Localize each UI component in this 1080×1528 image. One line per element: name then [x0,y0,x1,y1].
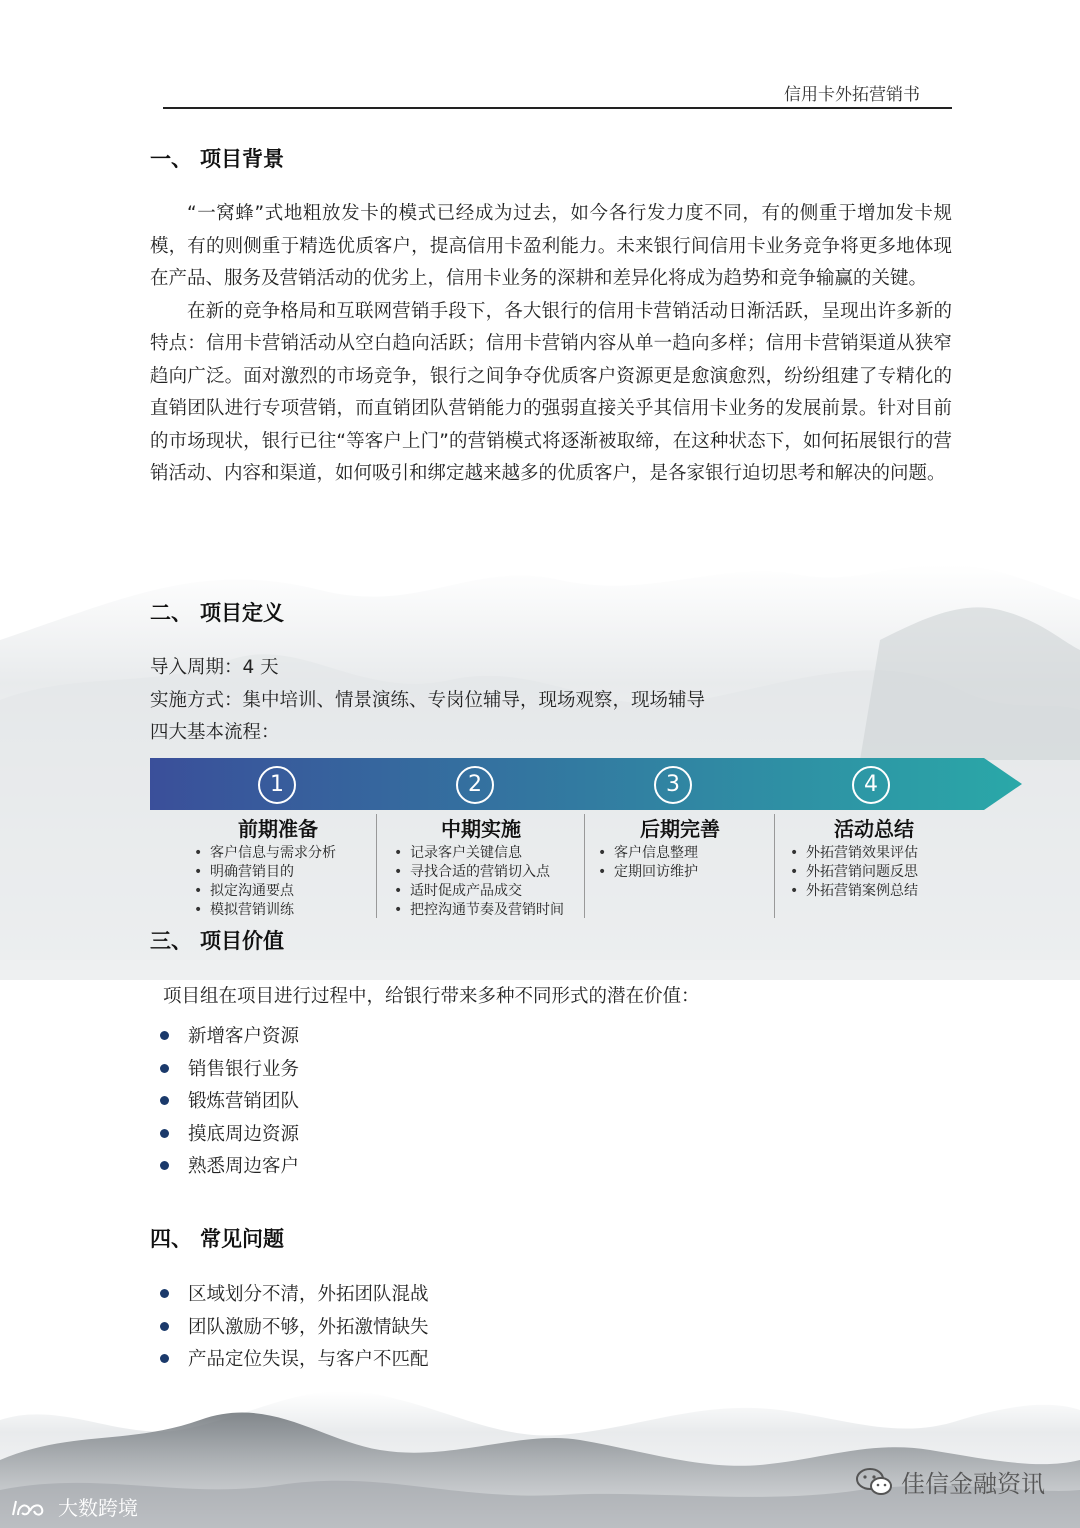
wechat-icon [855,1467,893,1497]
step-3 [586,810,774,918]
brand-logo-icon [10,1495,52,1519]
section-1-paragraph-1: “一窝蜂”式地粗放发卡的模式已经成为过去，如今各行发力度不同，有的侧重于增加发卡规模，有的则侧重于精选优质客户，提高信用卡盈利能力。未来银行间信用卡业务竞争将更多地体现在产品、服务及营销活动的优劣上，信用卡业务的深耕和差异化将成为趋势和竞争输赢的关键。 [150,203,952,289]
step-1-item: • 明确营销目的 [194,863,376,882]
section-3-intro: 项目组在项目进行过程中，给银行带来多种不同形式的潜在价值： [163,986,700,1007]
section-4-title: 常见问题 [200,1227,284,1251]
step-4-title: 活动总结 [834,817,914,841]
step-divider [376,814,377,918]
watermark-left [10,1492,138,1521]
problem-item: 团队激励不够，外拓激情缺失 [158,1312,429,1345]
section-2-heading [150,597,284,627]
value-list [158,1021,299,1184]
value-item: 销售银行业务 [158,1054,299,1087]
value-item: 锻炼营销团队 [158,1086,299,1119]
step-4-item: • 外拓营销效果评估 [790,844,972,863]
implementation-method: 实施方式：集中培训、情景演练、专岗位辅导，现场观察，现场辅导 [150,689,706,711]
flow-intro: 四大基本流程： [150,722,280,743]
section-4-number: 四、 [150,1227,192,1251]
process-flow [150,758,1022,921]
step-2 [378,810,584,918]
step-4-number-badge: 4 [852,766,890,804]
step-2-number-badge: 2 [456,766,494,804]
section-3-heading [150,925,284,955]
section-2-title: 项目定义 [200,601,284,625]
header-divider [163,107,952,109]
step-2-item: • 记录客户关键信息 [394,844,584,863]
step-4 [776,810,972,918]
step-1-item: • 模拟营销训练 [194,901,376,920]
step-3-number-badge: 3 [654,766,692,804]
value-item: 熟悉周边客户 [158,1151,299,1184]
section-1-heading [150,143,284,173]
section-3-number: 三、 [150,929,192,953]
step-4-item: • 外拓营销问题反思 [790,863,972,882]
problem-item: 区域划分不清，外拓团队混战 [158,1279,429,1312]
section-2-definition [150,652,705,750]
section-1-title: 项目背景 [200,147,284,171]
watermark-right-text: 佳信金融资讯 [901,1470,1045,1498]
step-3-item: • 定期回访维护 [598,863,774,882]
header-title: 信用卡外拓营销书 [784,85,920,105]
watermark-right [855,1464,1045,1499]
step-4-item: • 外拓营销案例总结 [790,882,972,901]
step-1-item: • 拟定沟通要点 [194,882,376,901]
step-2-title: 中期实施 [441,817,521,841]
problem-list [158,1279,429,1377]
step-divider [584,814,585,918]
problem-item: 产品定位失误，与客户不匹配 [158,1344,429,1377]
section-3-title: 项目价值 [200,929,284,953]
section-1-paragraph-2: 在新的竞争格局和互联网营销手段下，各大银行的信用卡营销活动日渐活跃，呈现出许多新的特点：信用卡营销活动从空白趋向活跃；信用卡营销内容从单一趋向多样；信用卡营销渠道从狭窄趋向广泛。面对激烈的市场竞争，银行之间争夺优质客户资源更是愈演愈烈，纷纷组建了专精化的直销团队进行专项营销，而直销团队营销能力的强弱直接关乎其信用卡业务的发展前景。针对目前的市场现状，银行已往“等客户上门”的营销模式将逐渐被取缔，在这种状态下，如何拓展银行的营销活动、内容和渠道，如何吸引和绑定越来越多的优质客户，是各家银行迫切思考和解决的问题。 [150,300,952,484]
step-1-item: • 客户信息与需求分析 [194,844,376,863]
step-1-number-badge: 1 [258,766,296,804]
section-2-number: 二、 [150,601,192,625]
step-2-item: • 把控沟通节奏及营销时间 [394,901,584,920]
step-2-item: • 寻找合适的营销切入点 [394,863,584,882]
step-1-title: 前期准备 [238,817,318,841]
section-4-heading [150,1223,284,1253]
step-1 [180,810,376,918]
value-item: 新增客户资源 [158,1021,299,1054]
section-1-number: 一、 [150,147,192,171]
step-3-title: 后期完善 [640,817,720,841]
step-3-item: • 客户信息整理 [598,844,774,863]
import-period: 导入周期：4 天 [150,657,279,678]
step-divider [774,814,775,918]
watermark-left-text: 大数跨境 [58,1496,138,1520]
value-item: 摸底周边资源 [158,1119,299,1152]
section-1-body [150,198,952,491]
step-2-item: • 适时促成产品成交 [394,882,584,901]
